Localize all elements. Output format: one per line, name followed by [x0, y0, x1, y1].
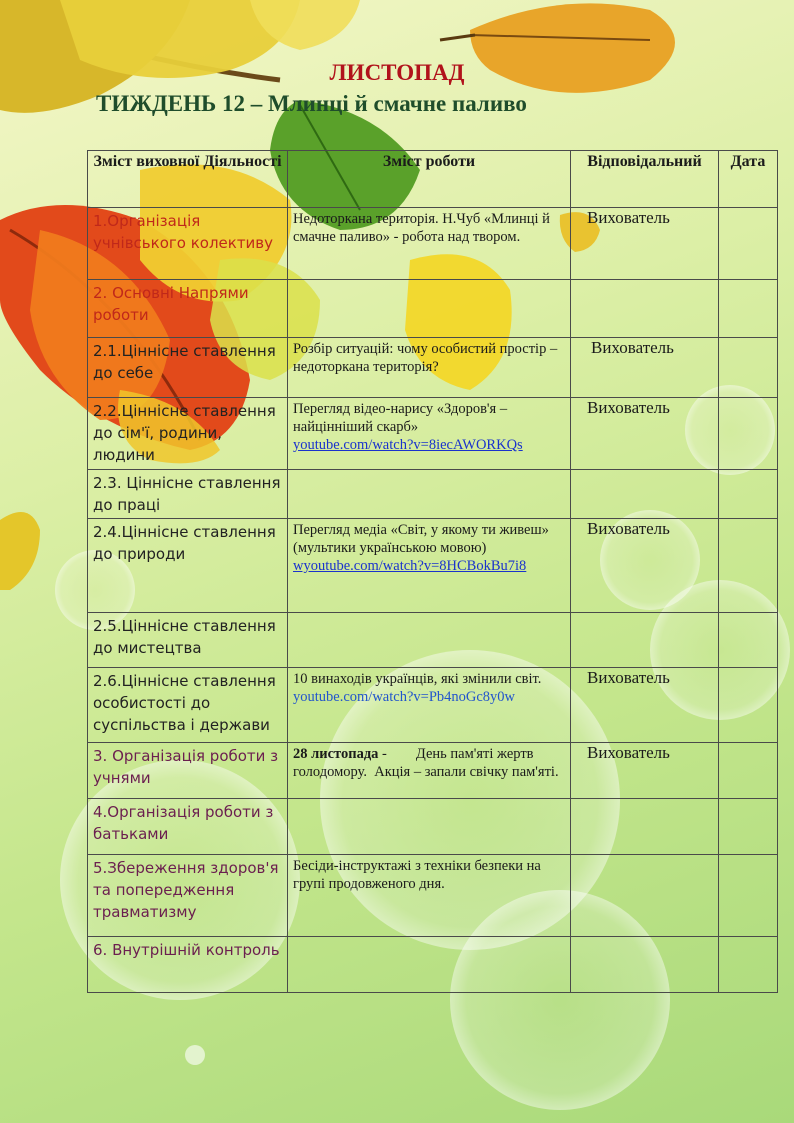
column-header-responsible: Відповідальний — [571, 151, 719, 208]
activity-cell: 6. Внутрішній контроль — [88, 937, 288, 993]
work-cell: Бесіди-інструктажі з техніки безпеки на групі продовженого дня. — [288, 855, 571, 937]
activity-cell: 2.5.Ціннісне ставлення до мистецтва — [88, 613, 288, 668]
activity-cell: 5.Збереження здоров'я та попередження травматизму — [88, 855, 288, 937]
work-text: Перегляд медіа «Світ, у якому ти живеш» (мультики українською мовою) — [293, 522, 549, 556]
table-row — [88, 470, 778, 519]
table-row — [88, 937, 778, 993]
page-title: ЛИСТОПАД — [329, 60, 465, 85]
activity-cell: 2. Основні Напрями роботи — [88, 280, 288, 338]
table-row — [88, 280, 778, 338]
responsible-cell — [571, 937, 719, 993]
date-cell — [719, 855, 778, 937]
date-cell — [719, 398, 778, 470]
activity-cell: 2.3. Ціннісне ставлення до праці — [88, 470, 288, 519]
work-cell — [288, 280, 571, 338]
activity-cell: 2.6.Ціннісне ставлення особистості до суспільства і держави — [88, 668, 288, 743]
table-row — [88, 519, 778, 613]
table-row — [88, 668, 778, 743]
responsible-cell: Вихователь — [571, 208, 719, 280]
work-cell — [288, 519, 571, 613]
table-row — [88, 799, 778, 855]
responsible-cell: Вихователь — [571, 519, 719, 613]
activity-cell: 2.4.Ціннісне ставлення до природи — [88, 519, 288, 613]
responsible-cell — [571, 855, 719, 937]
date-cell — [719, 208, 778, 280]
date-cell — [719, 937, 778, 993]
responsible-cell: Вихователь — [571, 668, 719, 743]
activity-cell: 2.2.Ціннісне ставлення до сім'ї, родини, людини — [88, 398, 288, 470]
column-header-work: Зміст роботи — [288, 151, 571, 208]
table-row — [88, 613, 778, 668]
date-cell — [719, 519, 778, 613]
work-cell — [288, 937, 571, 993]
video-link[interactable]: wyoutube.com/watch?v=8HCBokBu7i8 — [293, 558, 527, 574]
work-cell: Розбір ситуацій: чому особистий простір – недоторкана територія? — [288, 338, 571, 398]
column-header-activity: Зміст виховної Діяльності — [88, 151, 288, 208]
table-row — [88, 398, 778, 470]
video-link[interactable]: youtube.com/watch?v=Pb4noGc8y0w — [293, 689, 516, 705]
responsible-cell — [571, 470, 719, 519]
work-cell — [288, 668, 571, 743]
activity-cell: 1.Організація учнівського колективу — [88, 208, 288, 280]
table-row — [88, 855, 778, 937]
date-cell — [719, 799, 778, 855]
table-row — [88, 743, 778, 799]
date-cell — [719, 470, 778, 519]
date-cell — [719, 613, 778, 668]
responsible-cell: Вихователь — [571, 398, 719, 470]
video-link[interactable]: youtube.com/watch?v=8iecAWORKQs — [293, 437, 523, 453]
table-row — [88, 338, 778, 398]
responsible-cell — [571, 280, 719, 338]
date-cell — [719, 338, 778, 398]
work-text: 10 винаходів українців, які змінили світ. — [293, 671, 542, 687]
event-date: 28 листопада — [293, 746, 379, 762]
responsible-cell — [571, 799, 719, 855]
work-cell — [288, 799, 571, 855]
work-text: - День пам'яті жертв голодомору. Акція – запали свічку пам'яті. — [293, 746, 559, 780]
activity-plan-table — [87, 150, 778, 993]
week-subtitle: ТИЖДЕНЬ 12 – Млинці й смачне паливо — [96, 91, 527, 116]
work-text: Перегляд відео-нарису «Здоров'я – найцінніший скарб» — [293, 401, 508, 435]
date-cell — [719, 280, 778, 338]
column-header-date: Дата — [719, 151, 778, 208]
work-cell — [288, 743, 571, 799]
activity-cell: 3. Організація роботи з учнями — [88, 743, 288, 799]
responsible-cell — [571, 613, 719, 668]
date-cell — [719, 743, 778, 799]
work-cell — [288, 613, 571, 668]
activity-cell: 2.1.Ціннісне ставлення до себе — [88, 338, 288, 398]
work-cell: Недоторкана територія. Н.Чуб «Млинці й смачне паливо» - робота над твором. — [288, 208, 571, 280]
table-row — [88, 208, 778, 280]
work-cell — [288, 470, 571, 519]
responsible-cell: Вихователь — [571, 338, 719, 398]
work-cell — [288, 398, 571, 470]
activity-cell: 4.Організація роботи з батьками — [88, 799, 288, 855]
table-header-row — [88, 151, 778, 208]
date-cell — [719, 668, 778, 743]
responsible-cell: Вихователь — [571, 743, 719, 799]
